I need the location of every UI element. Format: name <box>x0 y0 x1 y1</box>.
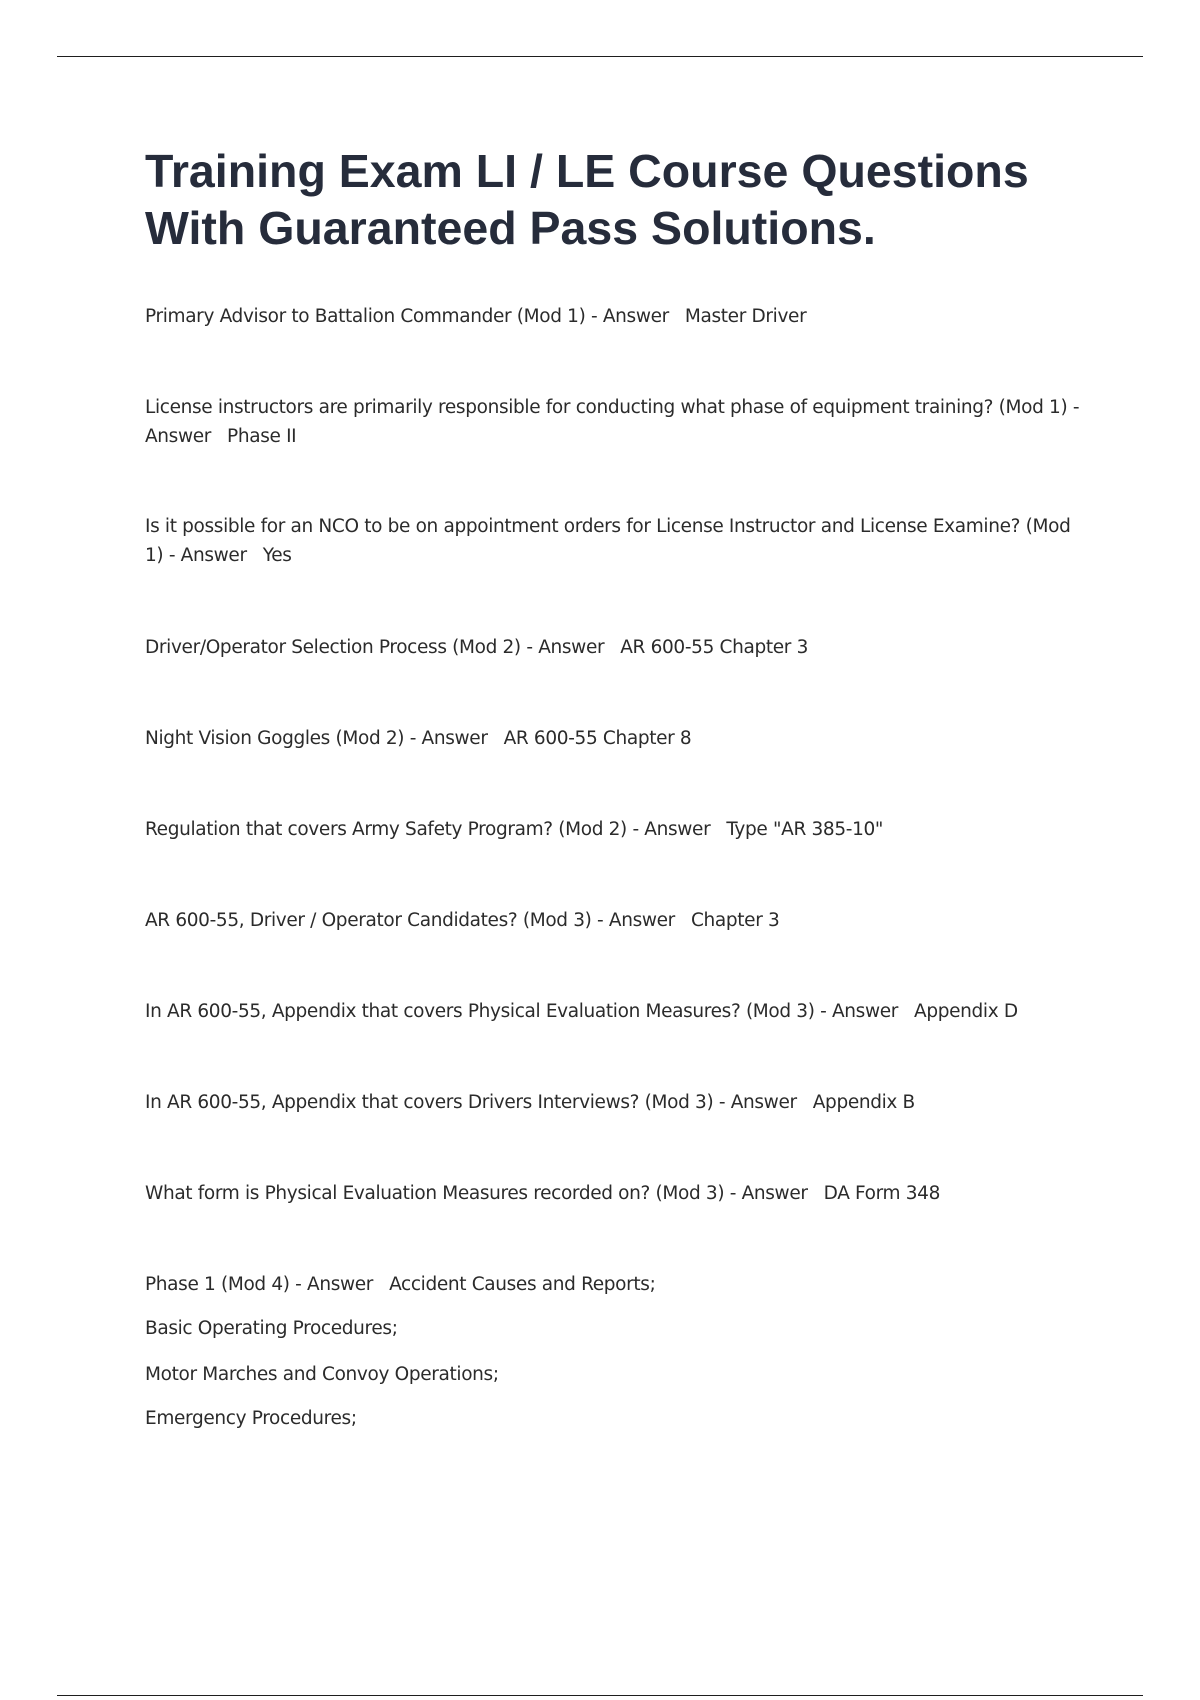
answer-text: Appendix B <box>812 1092 915 1113</box>
question-text: Regulation that covers Army Safety Program? (Mod 2) - Answer <box>145 819 711 840</box>
qa-item-9 <box>145 1088 1090 1117</box>
question-text: License instructors are primarily responsible for conducting what phase of equipment training? (Mod 1) - Answer <box>145 397 1080 447</box>
answer-text: Type "AR 385-10" <box>726 819 884 840</box>
answer-text: Appendix D <box>914 1001 1018 1022</box>
answer-text: DA Form 348 <box>823 1183 941 1204</box>
qa-item-4 <box>145 633 1090 662</box>
answer-text: AR 600-55 Chapter 8 <box>503 728 692 749</box>
question-text: In AR 600-55, Appendix that covers Drivers Interviews? (Mod 3) - Answer <box>145 1092 797 1113</box>
answer-text: Yes <box>262 545 292 566</box>
question-text: AR 600-55, Driver / Operator Candidates? (Mod 3) - Answer <box>145 910 675 931</box>
qa-item-2 <box>145 393 1090 451</box>
answer-text: Accident Causes and Reports; <box>389 1274 656 1295</box>
answer-text: Chapter 3 <box>690 910 780 931</box>
qa-item-7 <box>145 906 1090 935</box>
answer-text: AR 600-55 Chapter 3 <box>620 637 808 658</box>
qa-item-8 <box>145 997 1090 1026</box>
qa-item-1 <box>145 302 1090 331</box>
qa-item-3 <box>145 512 1090 570</box>
bottom-rule <box>57 1695 1143 1696</box>
answer-text: Master Driver <box>684 306 807 327</box>
continuation-line-3: Emergency Procedures; <box>145 1408 357 1429</box>
qa-item-5 <box>145 724 1090 753</box>
question-text: What form is Physical Evaluation Measures recorded on? (Mod 3) - Answer <box>145 1183 808 1204</box>
qa-item-11 <box>145 1270 1090 1299</box>
question-text: Night Vision Goggles (Mod 2) - Answer <box>145 728 488 749</box>
question-text: Driver/Operator Selection Process (Mod 2) - Answer <box>145 637 605 658</box>
continuation-line-1: Basic Operating Procedures; <box>145 1318 398 1339</box>
question-text: Is it possible for an NCO to be on appointment orders for License Instructor and License Examine? (Mod 1) - Answer <box>145 516 1071 566</box>
answer-text: Phase II <box>227 426 297 447</box>
question-text: In AR 600-55, Appendix that covers Physical Evaluation Measures? (Mod 3) - Answer <box>145 1001 899 1022</box>
top-rule <box>57 56 1143 57</box>
qa-item-6 <box>145 815 1090 844</box>
question-text: Phase 1 (Mod 4) - Answer <box>145 1274 374 1295</box>
continuation-line-2: Motor Marches and Convoy Operations; <box>145 1364 499 1385</box>
document-title: Training Exam LI / LE Course Questions With Guaranteed Pass Solutions. <box>145 145 1029 254</box>
qa-item-10 <box>145 1179 1090 1208</box>
question-text: Primary Advisor to Battalion Commander (Mod 1) - Answer <box>145 306 669 327</box>
